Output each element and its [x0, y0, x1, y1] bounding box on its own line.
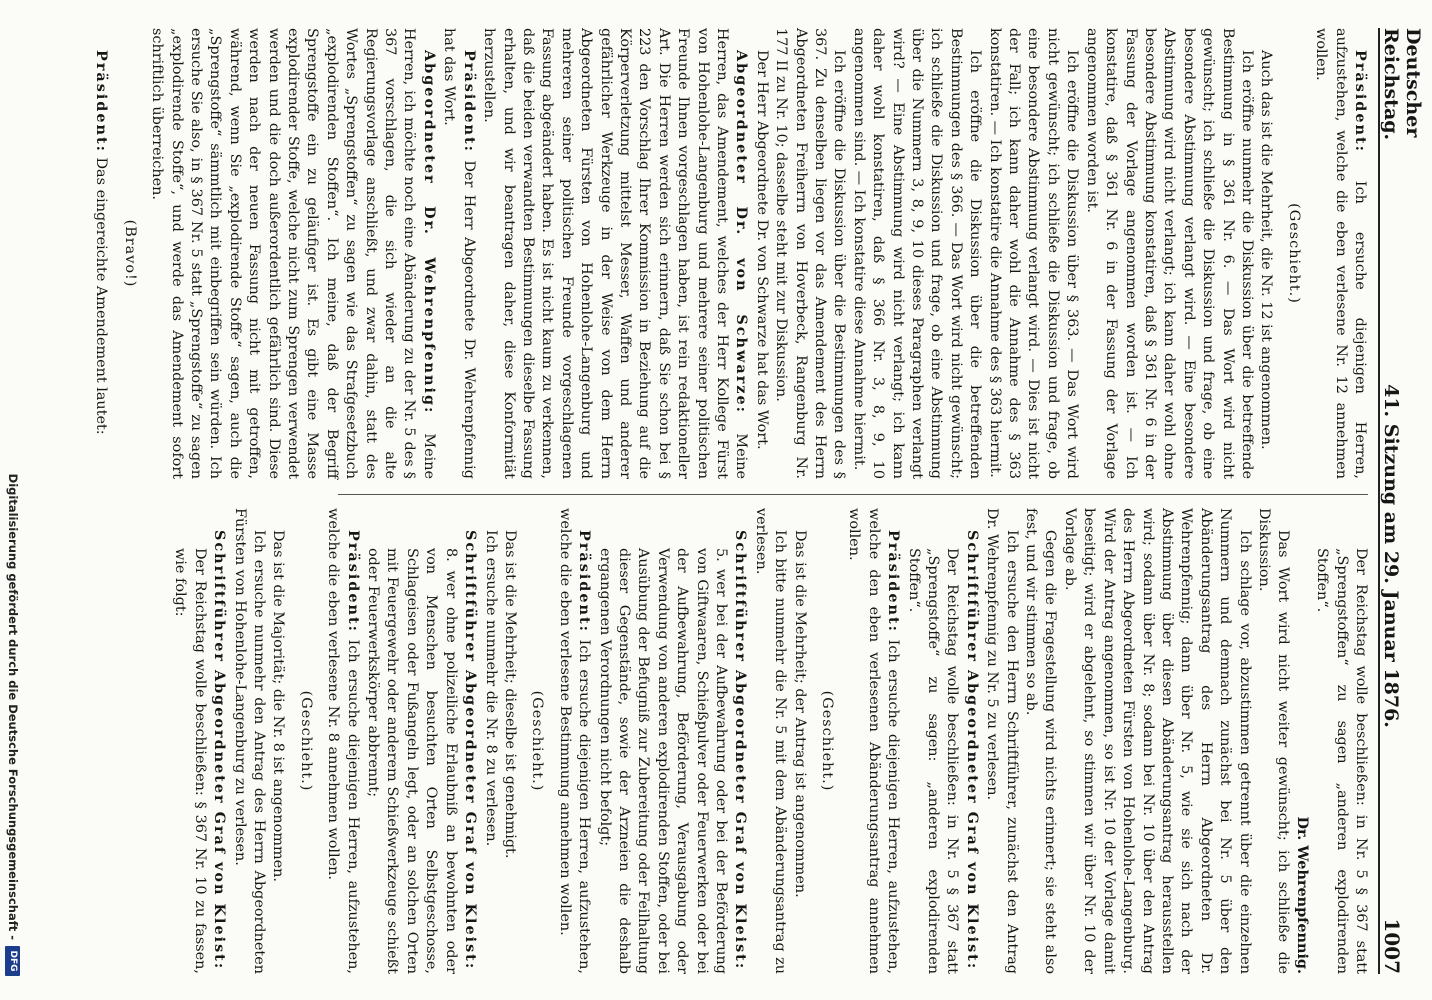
paragraph-text: Der Reichstag wolle beschließen: in Nr. 5 § 367 statt „Sprengstoffe“ zu sagen: „anderen explodirenden Stoffen“.: [905, 548, 961, 974]
paragraph-text: Der Herr Abgeordnete Dr. von Schwarze hat das Wort.: [753, 50, 770, 450]
speaker-label: Schriftführer Abgeordneter Graf von Kleist:: [462, 530, 480, 971]
interjection: [119, 28, 138, 479]
paragraph: [1311, 28, 1370, 479]
speaker-label: Präsident:: [93, 50, 111, 153]
paragraph: [480, 508, 499, 974]
speaker-label: Schriftführer Abgeordneter Graf von Kleist:: [211, 530, 229, 971]
speaker-label: Präsident:: [885, 530, 903, 633]
paragraph-text: Meine Herren, ich möchte noch eine Abänderung zu der Nr. 5 des § 367 vorschlagen, die sich wieder an die alte Regierungsvorlage anschließt, und zwar dahin, statt des Wortes „Sprengstoffen“ zu sagen wie das Strafgesetzbuch „explodirenden Stoffen“. Ich meine, daß der Begriff Sprengstoffe ein zu geläufiger ist. Es gibt eine Masse explodirender Stoffe, welche nicht zum Sprengen verwendet werden und die doch außerordentlich gefährlich sind. Diese werden nach der neuen Fassung nicht mit getroffen, während, wenn Sie „explodirende Stoffe“ sagen, auch die „Sprengstoffe“ sämmtlich mit einbegriffen sein würden. Ich ersuche Sie also, in § 367 Nr. 5 statt „Sprengstoffe“ zu sagen „explodirende Stoffe“, und werde das Amendement sofort schriftlich überreichen.: [149, 28, 437, 479]
session-title: 41. Sitzung am 29. Januar 1876.: [1380, 384, 1402, 728]
paragraph-text: Der Herr Abgeordnete Dr. Wehrenpfennig hat das Wort.: [441, 28, 477, 479]
paragraph: [554, 508, 594, 974]
signature: [1292, 508, 1311, 974]
paragraph-text: Ich ersuche den Herrn Schriftführer, zunächst den Antrag Dr. Wehrenpfennig zu Nr. 5 zu verlesen.: [984, 508, 1020, 974]
paragraph-text: Meine Herren, das Amendement, welches der Herr Kollege Fürst von Hohenlohe-Langenburg und mehrere seiner politischen Freunde Ihnen vorgeschlagen haben, ist rein redaktioneller Art. Die Herren werden sich erinnern, daß Sie schon bei § 223 den Vorschlag Ihrer Kommission in Beziehung auf die Körperverletzung mittelst Messer, Waffen und anderer gefährlicher Werkzeuge in der Weise von dem Herrn Abgeordneten Fürsten von Hohenlohe-Langenburg und mehreren seiner politischen Freunde vorgeschlagenen Fassung abgeändert haben. Es ist nicht kaum zu verkennen, daß die beiden verwandten Bestimmungen dieselbe Fassung erhalten, und wir beantragen daher, diese Konformität herzustellen.: [481, 28, 750, 480]
paragraph-text: Ich eröffne die Diskussion über § 363. — Das Wort wird nicht gewünscht; ich schließe die Diskussion und frage, ob eine besondere Abstimmung verlangt wird. — Dies ist nicht der Fall; ich kann daher wohl die Annahme des § 363 konstatiren. — Ich konstatire die Annahme des § 363 hiermit.: [986, 28, 1081, 479]
paragraph: [771, 28, 849, 479]
paragraph: [147, 28, 439, 479]
speaker-label: Abgeordneter Dr. von Schwarze:: [733, 50, 751, 414]
paragraph-text: Das eingereichte Amendement lautet:: [93, 157, 110, 435]
paragraph: [1081, 28, 1256, 479]
paragraph: [229, 508, 268, 974]
paragraph: [730, 508, 750, 974]
paragraph-text: Dr. Wehrenpfennig.: [1293, 816, 1311, 974]
statute-item: [594, 508, 730, 974]
speaker-label: Präsident:: [344, 530, 362, 633]
paragraph-text: (Geschieht.): [819, 690, 836, 792]
paragraph: [1060, 508, 1254, 974]
paragraph: [750, 508, 789, 974]
footer-credit: Digitalisierung gefördert durch die Deutsche Forschungsgemeinschaft -: [6, 473, 20, 940]
interjection: [295, 508, 314, 974]
paragraph-text: Ich ersuche diejenigen Herren, aufzustehen, welche den eben verlesenen Abänderungsantrag annehmen wollen.: [846, 508, 902, 975]
paragraph-text: Das ist die Majorität; die Nr. 8 ist angenommen.: [270, 530, 287, 882]
column-divider: [338, 494, 1368, 495]
speaker-label: Präsident:: [576, 530, 594, 633]
paragraph-text: Das ist die Mehrheit; dieselbe ist genehmigt.: [501, 530, 518, 859]
speaker-label: Abgeordneter Dr. Wehrenpfennig:: [420, 50, 438, 415]
paragraph-text: Ich ersuche diejenigen Herren, aufzustehen, welche die eben verlesene Nr. 12 annehmen wollen.: [1313, 28, 1368, 479]
paragraph: [91, 28, 111, 479]
paragraph-text: (Bravo!): [121, 219, 138, 288]
paragraph: [439, 28, 479, 479]
paragraph-text: Ich schlage vor, abzustimmen getrennt über die einzelnen Nummern und demnach zunächst bei Nr. 5 über den Abänderungsantrag des Herrn Abgeordneten Dr. Wehrenpfennig; dann über Nr. 5, wie sie sich nach der Abstimmung über diesen Abänderungsantrag herausstellen wird; sodann über Nr. 8; sodann bei Nr. 10 über den Antrag des Herrn Abgeordneten Fürsten von Hohenlohe-Langenburg. Wird der Antrag angenommen, so ist Nr. 10 der Vorlage damit beseitigt; wird er abgelehnt, so stimmen wir über Nr. 10 der Vorlage ab.: [1061, 508, 1253, 974]
paragraph-text: 5. wer bei der Aufbewahrung oder bei der Beförderung von Giftwaaren, Schießpulver oder Feuerwerken oder bei der Aufbewahrung, Beförderung, Verausgabung oder Verwendung von anderen explodirenden Stoffen, oder bei Ausübung der Befugniß zur Zubereitung oder Feilhaltung dieser Gegenstände, sowie der Arzneien die deshalb ergangenen Verordnungen nicht befolgt;: [596, 548, 729, 974]
dfg-logo: DFG: [6, 946, 21, 976]
paragraph: [751, 28, 770, 479]
right-column: [172, 508, 1370, 975]
paragraph: [323, 508, 363, 974]
paragraph: [844, 508, 903, 974]
paragraph-text: Das Wort wird nicht weiter gewünscht; ich schließe die Diskussion.: [1255, 508, 1292, 974]
paragraph-text: Ich ersuche diejenigen Herren, aufzustehen, welche die eben verlesene Nr. 8 annehmen wollen.: [325, 508, 361, 975]
paragraph-text: Ich ersuche diejenigen Herren, aufzustehen, welche die eben verlesene Bestimmung annehmen wollen.: [556, 508, 593, 975]
paragraph: [209, 508, 229, 974]
paragraph-text: (Geschieht.): [297, 690, 314, 792]
paragraph: [500, 508, 519, 974]
interjection: [1283, 28, 1302, 479]
interjection: [817, 508, 836, 974]
paragraph: [789, 508, 808, 974]
paragraph: [982, 508, 1021, 974]
paragraph-text: Gegen die Fragestellung wird nichts erinnert; sie steht also fest, und wir stimmen so ab.: [1023, 508, 1059, 974]
left-column: [93, 28, 1370, 480]
speaker-label: Präsident:: [1352, 50, 1369, 153]
paragraph: [1256, 28, 1275, 479]
paragraph: [460, 508, 480, 974]
speaker-label: Schriftführer Abgeordneter Graf von Kleist:: [963, 530, 981, 971]
paragraph-text: Der Reichstag wolle beschließen: in Nr. 5 § 367 statt „Sprengstoffen“ zu sagen „anderen explodirenden Stoffen“.: [1314, 548, 1369, 974]
paragraph-text: Ich ersuche nunmehr den Antrag des Herrn Abgeordneten Fürsten von Hohenlohe-Langenburg zu verlesen.: [231, 508, 268, 974]
paragraph: [479, 28, 752, 479]
paragraph: [1254, 508, 1293, 974]
digitization-footer: [0, 0, 26, 1000]
paragraph: [984, 28, 1081, 479]
interjection: [527, 508, 546, 974]
page-number: 1007: [1380, 918, 1404, 974]
paragraph: [848, 28, 984, 479]
paragraph: [268, 508, 287, 974]
motion-text: [1312, 508, 1370, 974]
page-header: [1378, 28, 1424, 974]
paragraph-text: Ich ersuche nunmehr die Nr. 8 zu verlesen.: [482, 530, 499, 847]
paragraph-text: Ich eröffne nunmehr die Diskussion über die betreffende Bestimmung in § 361 Nr. 6. — Das Wort wird nicht gewünscht; ich schließe die Diskussion und frage, ob eine besondere Abstimmung verlangt wird. — Eine besondere Abstimmung wird nicht verlangt; ich kann daher wohl ohne besondere Abstimmung konstatiren, daß § 361 Nr. 6 in der Fassung der Vorlage angenommen worden ist. — Ich konstatire, daß § 361 Nr. 6 in der Fassung der Vorlage angenommen worden ist.: [1083, 28, 1255, 479]
paragraph: [961, 508, 981, 974]
paragraph-text: 8. wer ohne polizeiliche Erlaubniß an bewohnten oder von Menschen besuchten Orten Selbstgeschosse, Schlageisen oder Fußangeln legt, oder an solchen Orten mit Feuergewehr oder anderem Schießwerkzeuge schießt oder Feuerwerkskörper abbrennt;: [365, 548, 459, 974]
paragraph-text: Auch das ist die Mehrheit, die Nr. 12 ist angenommen.: [1258, 50, 1275, 450]
paragraph-text: Ich eröffne die Diskussion über die betreffenden Bestimmungen des § 366. — Das Wort wird nicht gewünscht; ich schließe die Diskussion und frage, ob eine Abstimmung über die Nummern 3, 8, 9, 10 dieses Paragraphen verlangt wird? — Eine Abstimmung wird nicht verlangt; ich kann daher wohl konstatiren, daß § 366 Nr. 3, 8, 9, 10 angenommen sind. — Ich konstatire diese Annahme hiermit.: [850, 28, 984, 479]
paragraph-text: Ich bitte nunmehr die Nr. 5 mit dem Abänderungsantrag zu verlesen.: [752, 508, 789, 974]
motion-text: [903, 508, 961, 974]
paragraph-text: Ich eröffne die Diskussion über die Bestimmungen des § 367. Zu denselben liegen vor das Amendement des Herrn Abgeordneten Freiherrn von Hoverbeck, Rangenburg Nr. 177 II zu Nr. 10; dasselbe steht mit zur Diskussion.: [773, 28, 848, 479]
speaker-label: Präsident:: [460, 50, 478, 153]
paragraph: [1021, 508, 1060, 974]
paragraph-text: Der Reichstag wolle beschließen: § 367 Nr. 10 zu fassen, wie folgt:: [172, 548, 208, 974]
publication-title: Deutscher Reichstag.: [1380, 28, 1424, 141]
statute-item: [363, 508, 460, 974]
speaker-label: Schriftführer Abgeordneter Graf von Kleist:: [732, 530, 750, 971]
paragraph-text: Das ist die Mehrheit; der Antrag ist angenommen.: [791, 530, 808, 898]
paragraph-text: (Geschieht.): [1285, 203, 1302, 304]
paragraph-text: (Geschieht.): [529, 690, 546, 792]
motion-text: [170, 508, 209, 974]
